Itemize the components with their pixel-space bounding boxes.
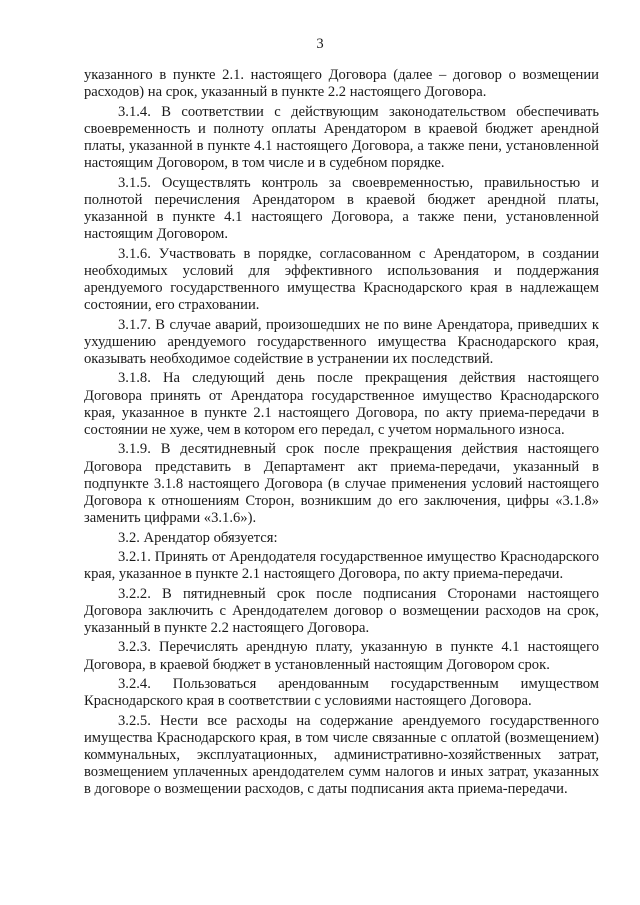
paragraph: 3.2.5. Нести все расходы на содержание арендуемого государственного имущества Краснодарского края, в том числе связанные с оплатой (возмещением) коммунальных, эксплуатационных, административно-хозяйственных затрат, возмещением уплаченных арендодателем сумм налогов и иных затрат, указанных в договоре о возмещении расходов, с даты подписания акта приема-передачи.	[84, 712, 599, 798]
paragraph: 3.2.1. Принять от Арендодателя государственное имущество Краснодарского края, указанное в пункте 2.1 настоящего Договора, по акту приема-передачи.	[84, 548, 599, 583]
paragraph: 3.2. Арендатор обязуется:	[118, 529, 278, 546]
paragraph: 3.2.2. В пятидневный срок после подписания Сторонами настоящего Договора заключить с Арендодателем договор о возмещении расходов на срок, указанный в пункте 2.2 настоящего Договора.	[84, 585, 599, 636]
paragraph: указанного в пункте 2.1. настоящего Договора (далее – договор о возмещении расходов) на срок, указанный в пункте 2.2 настоящего Договора.	[84, 67, 599, 101]
page-number: 3	[316, 36, 324, 52]
paragraph: 3.1.4. В соответствии с действующим законодательством обеспечивать своевременность и полноту оплаты Арендатором в краевой бюджет арендной платы, указанной в пункте 4.1 настоящего Договора, а также пени, установленной настоящим Договором, в том числе и в судебном порядке.	[84, 103, 599, 172]
paragraph: 3.1.5. Осуществлять контроль за своевременностью, правильностью и полнотой перечисления Арендатором в краевой бюджет арендной платы, указанной в пункте 4.1 настоящего Договора, а также пени, установленной настоящим Договором.	[84, 174, 599, 243]
paragraph: 3.1.6. Участвовать в порядке, согласованном с Арендатором, в создании необходимых условий для эффективного использования и поддержания арендуемого государственного имущества Краснодарского края в надлежащем состоянии, его страховании.	[84, 245, 599, 314]
paragraph: 3.2.3. Перечислять арендную плату, указанную в пункте 4.1 настоящего Договора, в краевой бюджет в установленный настоящим Договором срок.	[84, 639, 599, 673]
paragraph: 3.1.7. В случае аварий, произошедших не по вине Арендатора, приведших к ухудшению арендуемого государственного имущества Краснодарского края, оказывать необходимое содействие в устранении их последствий.	[84, 316, 599, 367]
paragraph: 3.1.9. В десятидневный срок после прекращения действия настоящего Договора представить в Департамент акт приема-передачи, указанный в подпункте 3.1.8 настоящего Договора (в случае применения условий настоящего Договора к отношениям Сторон, возникшим до его заключения, цифры «3.1.8» заменить цифрами «3.1.6»).	[84, 441, 599, 527]
paragraph: 3.2.4. Пользоваться арендованным государственным имуществом Краснодарского края в соответствии с условиями настоящего Договора.	[84, 675, 599, 710]
paragraph: 3.1.8. На следующий день после прекращения действия настоящего Договора принять от Арендатора государственное имущество Краснодарского края, указанное в пункте 2.1 настоящего Договора, по акту приема-передачи в состоянии не хуже, чем в котором его передал, с учетом нормального износа.	[84, 370, 599, 438]
document-body	[84, 67, 599, 801]
